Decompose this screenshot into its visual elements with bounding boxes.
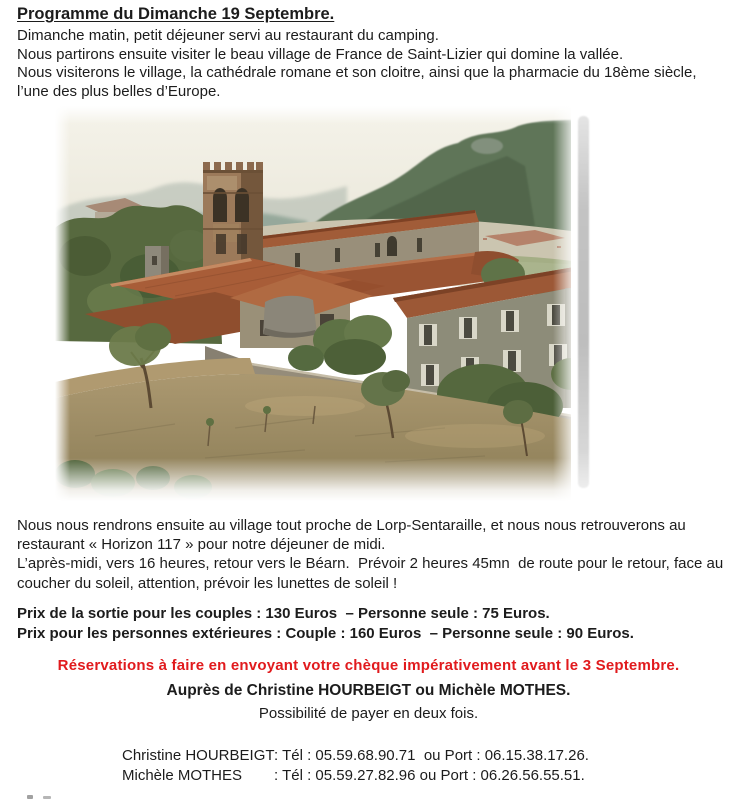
price-exterior: Prix pour les personnes extérieures : Couple : 160 Euros – Personne seule : 90 Euros.: [17, 624, 634, 642]
cut-off-text-fragment: [27, 793, 67, 800]
afternoon-line-1: Nous nous rendrons ensuite au village tout proche de Lorp-Sentaraille, et nous nous retrouverons au restaurant « Horizon 117 » pour notre déjeuner de midi.: [17, 517, 690, 554]
cut-off-mark: [27, 795, 33, 799]
contact-row-michele: [122, 766, 589, 786]
intro-line-3: Nous visiterons le village, la cathédrale romane et son cloitre, ainsi que la pharmacie du 18ème siècle, l’une des plus belles d’Europe.: [17, 64, 701, 100]
contact-name: Christine HOURBEIGT: [122, 747, 275, 764]
village-photo: [55, 106, 592, 501]
reservation-notice: Réservations à faire en envoyant votre chèque impérativement avant le 3 Septembre.: [57, 657, 680, 674]
price-couples: Prix de la sortie pour les couples : 130 Euros – Personne seule : 75 Euros.: [17, 605, 550, 622]
contact-heading: Auprès de Christine HOURBEIGT ou Michèle MOTHES.: [166, 682, 571, 699]
intro-line-2: Nous partirons ensuite visiter le beau village de France de Saint-Lizier qui domine la vallée.: [17, 45, 624, 63]
intro-paragraph: [17, 27, 724, 101]
photo-church-tower: [203, 162, 263, 270]
price-list: [17, 604, 724, 643]
contact-list: [122, 746, 589, 786]
afternoon-paragraph: [17, 516, 728, 593]
contact-name: Michèle MOTHES: [122, 767, 243, 784]
contact-phone-numbers: : Tél : 05.59.68.90.71 ou Port : 06.15.38.17.26.: [274, 747, 589, 764]
payment-note: Possibilité de payer en deux fois.: [258, 705, 479, 722]
page-title: Programme du Dimanche 19 Septembre.: [17, 5, 335, 23]
intro-line-1: Dimanche matin, petit déjeuner servi au restaurant du camping.: [17, 27, 439, 44]
village-photo-illustration: [55, 106, 592, 501]
contact-phone-numbers: : Tél : 05.59.27.82.96 ou Port : 06.26.56.55.51.: [274, 767, 585, 784]
afternoon-line-2: L’après-midi, vers 16 heures, retour vers le Béarn. Prévoir 2 heures 45mn de route pour le retour, face au coucher du soleil, attention, prévoir les lunettes de soleil !: [17, 555, 728, 592]
contact-row-christine: [122, 746, 589, 766]
photo-shadow-strip: [578, 116, 589, 488]
cut-off-mark: [43, 796, 51, 799]
